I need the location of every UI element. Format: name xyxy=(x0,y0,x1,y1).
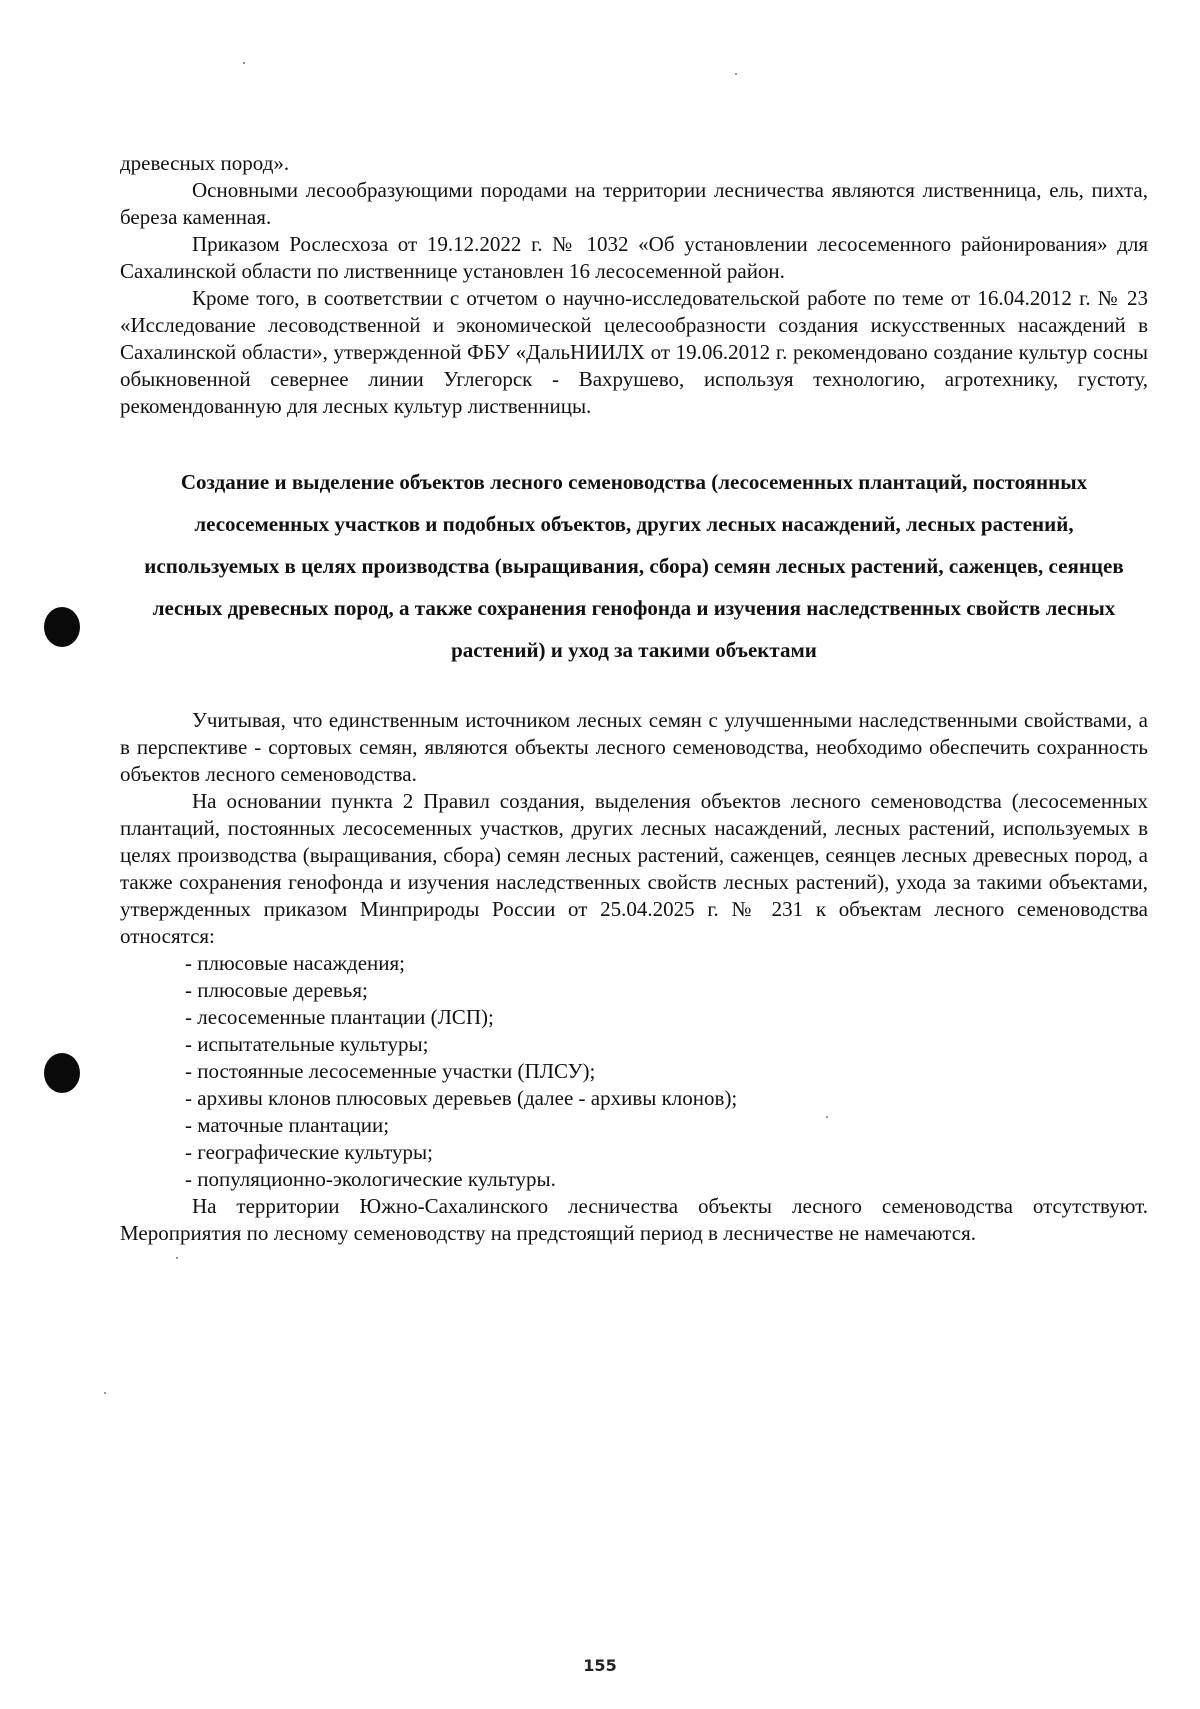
paragraph-research-report: Кроме того, в соответствии с отчетом о научно-исследовательской работе по теме от 16.04.2012 г. № 23 «Исследование лесоводственной и экономической целесообразности создания искусственных насаждений в Сахалинской области», утвержденной ФБУ «ДальНИИЛХ от 19.06.2012 г. рекомендовано создание культур сосны обыкновенной севернее линии Углегорск - Вахрушево, используя технологию, агротехнику, густоту, рекомендованную для лесных культур лиственницы. xyxy=(120,286,1148,418)
intro-line: древесных пород». xyxy=(120,151,290,175)
punch-hole xyxy=(44,1053,80,1093)
list-item: - географические культуры; xyxy=(185,1140,434,1164)
seed-objects-list xyxy=(120,950,1148,1193)
scan-speck xyxy=(243,62,245,64)
paragraph-seed-sources: Учитывая, что единственным источником лесных семян с улучшенными наследственными свойствами, а в перспективе - сортовых семян, являются объекты лесного семеноводства, необходимо обеспечить сохранность объектов лесного семеноводства. xyxy=(120,708,1148,786)
paragraph-species: Основными лесообразующими породами на территории лесничества являются лиственница, ель, пихта, береза каменная. xyxy=(120,178,1148,229)
page-body xyxy=(120,150,1148,1247)
list-item: - плюсовые деревья; xyxy=(185,978,368,1002)
scan-speck xyxy=(176,1257,178,1259)
list-item: - архивы клонов плюсовых деревьев (далее - архивы клонов); xyxy=(185,1086,738,1110)
section-heading: Создание и выделение объектов лесного семеноводства (лесосеменных плантаций, постоянных лесосеменных участков и подобных объектов, других лесных насаждений, лесных растений, используемых в целях производства (выращивания, сбора) семян лесных растений, саженцев, сеянцев лесных древесных пород, а также сохранения генофонда и изучения наследственных свойств лесных растений) и уход за такими объектами xyxy=(144,470,1124,662)
punch-hole xyxy=(44,607,80,647)
list-item: - маточные плантации; xyxy=(185,1113,390,1137)
scan-speck xyxy=(104,1392,106,1394)
list-item: - популяционно-экологические культуры. xyxy=(185,1167,556,1191)
list-item: - плюсовые насаждения; xyxy=(185,951,406,975)
paragraph-rules: На основании пункта 2 Правил создания, выделения объектов лесного семеноводства (лесосеменных плантаций, постоянных лесосеменных участков, других лесных насаждений, лесных растений, используемых в целях производства (выращивания, сбора) семян лесных растений, саженцев, сеянцев лесных древесных пород, а также сохранения генофонда и изучения наследственных свойств лесных растений), ухода за такими объектами, утвержденных приказом Минприроды России от 25.04.2025 г. № 231 к объектам лесного семеноводства относятся: xyxy=(120,789,1148,948)
paragraph-order: Приказом Рослесхоза от 19.12.2022 г. № 1032 «Об установлении лесосеменного районирования» для Сахалинской области по лиственнице установлен 16 лесосеменной район. xyxy=(120,232,1148,283)
page-number: 155 xyxy=(583,1656,617,1675)
list-item: - испытательные культуры; xyxy=(185,1032,429,1056)
list-item: - лесосеменные плантации (ЛСП); xyxy=(185,1005,494,1029)
paragraph-closing: На территории Южно-Сахалинского лесничества объекты лесного семеноводства отсутствуют. Мероприятия по лесному семеноводству на предстоящий период в лесничестве не намечаются. xyxy=(120,1194,1148,1245)
list-item: - постоянные лесосеменные участки (ПЛСУ); xyxy=(185,1059,596,1083)
scan-speck xyxy=(735,73,737,75)
